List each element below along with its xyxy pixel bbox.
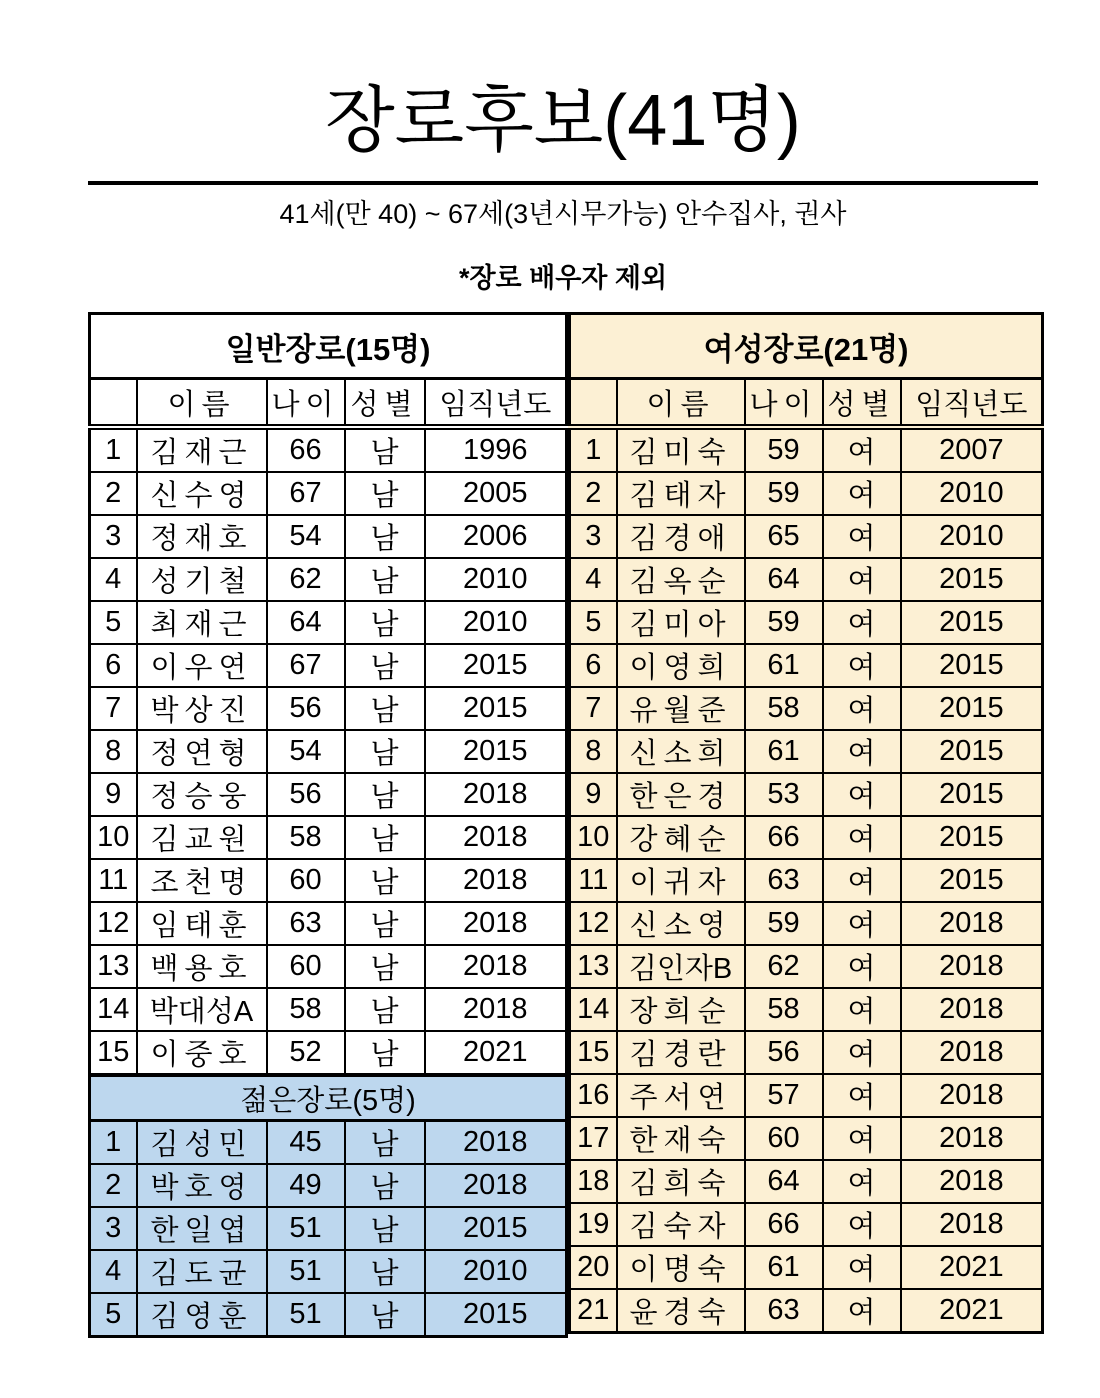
year-cell: 2015 bbox=[425, 687, 567, 730]
column-header-year: 임직년도 bbox=[425, 379, 567, 428]
name-cell: 신소희 bbox=[617, 730, 745, 773]
age-cell: 62 bbox=[745, 945, 823, 988]
year-cell: 2005 bbox=[425, 472, 567, 515]
row-number-cell: 5 bbox=[90, 601, 137, 644]
age-cell: 67 bbox=[267, 644, 345, 687]
year-cell: 2006 bbox=[425, 515, 567, 558]
tables-container bbox=[88, 312, 1044, 1338]
column-header-gender: 성별 bbox=[823, 379, 901, 428]
gender-cell: 여 bbox=[823, 902, 901, 945]
name-cell: 유월준 bbox=[617, 687, 745, 730]
name-cell: 신소영 bbox=[617, 902, 745, 945]
year-cell: 2018 bbox=[425, 816, 567, 859]
row-number-cell: 5 bbox=[570, 601, 617, 644]
year-cell: 1996 bbox=[425, 427, 567, 472]
age-cell: 57 bbox=[745, 1074, 823, 1117]
age-cell: 51 bbox=[267, 1250, 345, 1293]
title-divider-rule bbox=[88, 181, 1038, 185]
year-cell: 2015 bbox=[901, 644, 1043, 687]
age-cell: 59 bbox=[745, 472, 823, 515]
year-cell: 2015 bbox=[901, 816, 1043, 859]
gender-cell: 여 bbox=[823, 472, 901, 515]
name-cell: 윤경숙 bbox=[617, 1289, 745, 1333]
row-number-cell: 16 bbox=[570, 1074, 617, 1117]
eligibility-subtitle: 41세(만 40) ~ 67세(3년시무가능) 안수집사, 권사 bbox=[279, 199, 847, 229]
table-row bbox=[90, 1121, 567, 1165]
age-cell: 61 bbox=[745, 730, 823, 773]
gender-cell: 남 bbox=[345, 902, 425, 945]
name-cell: 박상진 bbox=[137, 687, 267, 730]
age-cell: 60 bbox=[267, 859, 345, 902]
name-cell: 김희숙 bbox=[617, 1160, 745, 1203]
name-cell: 김태자 bbox=[617, 472, 745, 515]
name-cell: 한은경 bbox=[617, 773, 745, 816]
age-cell: 63 bbox=[267, 902, 345, 945]
age-cell: 51 bbox=[267, 1293, 345, 1337]
gender-cell: 남 bbox=[345, 816, 425, 859]
year-cell: 2018 bbox=[425, 945, 567, 988]
age-cell: 56 bbox=[267, 773, 345, 816]
year-cell: 2018 bbox=[901, 1160, 1043, 1203]
age-cell: 62 bbox=[267, 558, 345, 601]
age-cell: 66 bbox=[267, 427, 345, 472]
row-number-cell: 11 bbox=[90, 859, 137, 902]
table-row bbox=[90, 945, 567, 988]
year-cell: 2021 bbox=[901, 1289, 1043, 1333]
year-cell: 2015 bbox=[425, 730, 567, 773]
table-row bbox=[90, 601, 567, 644]
row-number-cell: 15 bbox=[570, 1031, 617, 1074]
gender-cell: 여 bbox=[823, 945, 901, 988]
table-row bbox=[570, 988, 1043, 1031]
gender-cell: 남 bbox=[345, 515, 425, 558]
name-cell: 이영희 bbox=[617, 644, 745, 687]
age-cell: 61 bbox=[745, 644, 823, 687]
gender-cell: 여 bbox=[823, 601, 901, 644]
year-cell: 2010 bbox=[901, 472, 1043, 515]
gender-cell: 남 bbox=[345, 1164, 425, 1207]
table-row bbox=[570, 859, 1043, 902]
gender-cell: 남 bbox=[345, 859, 425, 902]
row-number-cell: 6 bbox=[570, 644, 617, 687]
year-cell: 2018 bbox=[901, 1117, 1043, 1160]
name-cell: 임태훈 bbox=[137, 902, 267, 945]
row-number-cell: 7 bbox=[570, 687, 617, 730]
year-cell: 2007 bbox=[901, 427, 1043, 472]
general-elders-table bbox=[88, 312, 568, 1338]
row-number-cell: 9 bbox=[90, 773, 137, 816]
year-cell: 2015 bbox=[901, 773, 1043, 816]
age-cell: 64 bbox=[745, 1160, 823, 1203]
name-cell: 이귀자 bbox=[617, 859, 745, 902]
table-row bbox=[90, 558, 567, 601]
gender-cell: 여 bbox=[823, 1074, 901, 1117]
table-row bbox=[90, 644, 567, 687]
female-elders-title: 여성장로(21명) bbox=[570, 314, 1043, 379]
row-number-cell: 4 bbox=[570, 558, 617, 601]
table-row bbox=[570, 945, 1043, 988]
row-number-cell: 15 bbox=[90, 1031, 137, 1075]
row-number-cell: 13 bbox=[570, 945, 617, 988]
gender-cell: 남 bbox=[345, 687, 425, 730]
year-cell: 2018 bbox=[901, 902, 1043, 945]
row-number-cell: 2 bbox=[570, 472, 617, 515]
female-rows bbox=[570, 427, 1043, 1333]
year-cell: 2010 bbox=[901, 515, 1043, 558]
table-row bbox=[570, 427, 1043, 472]
age-cell: 66 bbox=[745, 1203, 823, 1246]
gender-cell: 남 bbox=[345, 1293, 425, 1337]
table-row bbox=[570, 730, 1043, 773]
female-elders-table bbox=[568, 312, 1044, 1334]
column-header-age: 나이 bbox=[267, 379, 345, 428]
column-header-age: 나이 bbox=[745, 379, 823, 428]
row-number-cell: 14 bbox=[570, 988, 617, 1031]
row-number-cell: 7 bbox=[90, 687, 137, 730]
table-row bbox=[570, 773, 1043, 816]
name-cell: 이명숙 bbox=[617, 1246, 745, 1289]
age-cell: 59 bbox=[745, 427, 823, 472]
table-row bbox=[90, 816, 567, 859]
young-section-title-row bbox=[90, 1075, 567, 1121]
table-row bbox=[570, 1289, 1043, 1333]
name-cell: 정연형 bbox=[137, 730, 267, 773]
table-row bbox=[570, 515, 1043, 558]
name-cell: 김교원 bbox=[137, 816, 267, 859]
year-cell: 2018 bbox=[901, 988, 1043, 1031]
age-cell: 64 bbox=[745, 558, 823, 601]
year-cell: 2015 bbox=[425, 644, 567, 687]
row-number-cell: 1 bbox=[90, 1121, 137, 1165]
row-number-cell: 8 bbox=[90, 730, 137, 773]
age-cell: 52 bbox=[267, 1031, 345, 1075]
row-number-cell: 2 bbox=[90, 1164, 137, 1207]
row-number-cell: 3 bbox=[90, 1207, 137, 1250]
table-row bbox=[570, 1031, 1043, 1074]
table-row bbox=[570, 1203, 1043, 1246]
table-row bbox=[570, 816, 1043, 859]
year-cell: 2018 bbox=[425, 1121, 567, 1165]
gender-cell: 남 bbox=[345, 1207, 425, 1250]
name-cell: 한재숙 bbox=[617, 1117, 745, 1160]
gender-cell: 남 bbox=[345, 472, 425, 515]
table-row bbox=[90, 902, 567, 945]
name-cell: 김성민 bbox=[137, 1121, 267, 1165]
gender-cell: 남 bbox=[345, 1250, 425, 1293]
name-cell: 김경애 bbox=[617, 515, 745, 558]
age-cell: 53 bbox=[745, 773, 823, 816]
table-row bbox=[90, 472, 567, 515]
age-cell: 58 bbox=[267, 816, 345, 859]
year-cell: 2015 bbox=[901, 601, 1043, 644]
column-header-name: 이름 bbox=[617, 379, 745, 428]
page-title: 장로후보(41명) bbox=[325, 81, 801, 161]
age-cell: 65 bbox=[745, 515, 823, 558]
name-cell: 김경란 bbox=[617, 1031, 745, 1074]
year-cell: 2018 bbox=[901, 1203, 1043, 1246]
table-row bbox=[90, 988, 567, 1031]
gender-cell: 남 bbox=[345, 601, 425, 644]
row-number-cell: 12 bbox=[570, 902, 617, 945]
gender-cell: 남 bbox=[345, 988, 425, 1031]
name-cell: 강혜순 bbox=[617, 816, 745, 859]
row-number-cell: 6 bbox=[90, 644, 137, 687]
table-row bbox=[90, 1164, 567, 1207]
gender-cell: 여 bbox=[823, 558, 901, 601]
gender-cell: 여 bbox=[823, 988, 901, 1031]
name-cell: 최재근 bbox=[137, 601, 267, 644]
row-number-cell: 1 bbox=[90, 427, 137, 472]
year-cell: 2015 bbox=[901, 730, 1043, 773]
year-cell: 2021 bbox=[901, 1246, 1043, 1289]
row-number-cell: 5 bbox=[90, 1293, 137, 1337]
table-row bbox=[570, 1160, 1043, 1203]
name-cell: 이우연 bbox=[137, 644, 267, 687]
row-number-cell: 14 bbox=[90, 988, 137, 1031]
name-cell: 백용호 bbox=[137, 945, 267, 988]
section-title-row bbox=[570, 314, 1043, 379]
age-cell: 59 bbox=[745, 902, 823, 945]
age-cell: 60 bbox=[745, 1117, 823, 1160]
gender-cell: 남 bbox=[345, 427, 425, 472]
name-cell: 이중호 bbox=[137, 1031, 267, 1075]
year-cell: 2015 bbox=[425, 1207, 567, 1250]
gender-cell: 남 bbox=[345, 1121, 425, 1165]
gender-cell: 남 bbox=[345, 730, 425, 773]
section-title-row bbox=[90, 314, 567, 379]
row-number-cell: 4 bbox=[90, 558, 137, 601]
age-cell: 63 bbox=[745, 859, 823, 902]
column-header-gender: 성별 bbox=[345, 379, 425, 428]
age-cell: 60 bbox=[267, 945, 345, 988]
row-number-cell: 3 bbox=[90, 515, 137, 558]
table-row bbox=[570, 644, 1043, 687]
name-cell: 주서연 bbox=[617, 1074, 745, 1117]
name-cell: 박호영 bbox=[137, 1164, 267, 1207]
year-cell: 2018 bbox=[425, 773, 567, 816]
age-cell: 61 bbox=[745, 1246, 823, 1289]
row-number-cell: 9 bbox=[570, 773, 617, 816]
row-number-cell: 10 bbox=[570, 816, 617, 859]
age-cell: 45 bbox=[267, 1121, 345, 1165]
table-row bbox=[90, 1293, 567, 1337]
table-row bbox=[90, 1250, 567, 1293]
age-cell: 56 bbox=[267, 687, 345, 730]
year-cell: 2010 bbox=[425, 558, 567, 601]
gender-cell: 여 bbox=[823, 773, 901, 816]
row-number-cell: 21 bbox=[570, 1289, 617, 1333]
row-number-cell: 3 bbox=[570, 515, 617, 558]
name-cell: 장희순 bbox=[617, 988, 745, 1031]
column-header-year: 임직년도 bbox=[901, 379, 1043, 428]
table-row bbox=[90, 773, 567, 816]
name-cell: 정재호 bbox=[137, 515, 267, 558]
young-elders-title: 젊은장로(5명) bbox=[90, 1075, 567, 1121]
row-number-cell: 1 bbox=[570, 427, 617, 472]
name-cell: 박대성A bbox=[137, 988, 267, 1031]
general-elders-title: 일반장로(15명) bbox=[90, 314, 567, 379]
row-number-cell: 19 bbox=[570, 1203, 617, 1246]
gender-cell: 여 bbox=[823, 644, 901, 687]
row-number-cell: 12 bbox=[90, 902, 137, 945]
gender-cell: 여 bbox=[823, 859, 901, 902]
row-number-cell: 17 bbox=[570, 1117, 617, 1160]
age-cell: 56 bbox=[745, 1031, 823, 1074]
corner-cell bbox=[570, 379, 617, 428]
exclusion-note: *장로 배우자 제외 bbox=[458, 263, 668, 293]
year-cell: 2018 bbox=[425, 988, 567, 1031]
year-cell: 2018 bbox=[901, 1074, 1043, 1117]
year-cell: 2010 bbox=[425, 601, 567, 644]
general-rows bbox=[90, 427, 567, 1075]
gender-cell: 여 bbox=[823, 1203, 901, 1246]
table-row bbox=[570, 601, 1043, 644]
table-row bbox=[90, 1207, 567, 1250]
age-cell: 51 bbox=[267, 1207, 345, 1250]
gender-cell: 여 bbox=[823, 1160, 901, 1203]
age-cell: 58 bbox=[267, 988, 345, 1031]
gender-cell: 여 bbox=[823, 515, 901, 558]
gender-cell: 남 bbox=[345, 773, 425, 816]
age-cell: 54 bbox=[267, 730, 345, 773]
name-cell: 김재근 bbox=[137, 427, 267, 472]
age-cell: 67 bbox=[267, 472, 345, 515]
name-cell: 김영훈 bbox=[137, 1293, 267, 1337]
table-row bbox=[90, 515, 567, 558]
year-cell: 2021 bbox=[425, 1031, 567, 1075]
table-row bbox=[90, 859, 567, 902]
gender-cell: 여 bbox=[823, 1246, 901, 1289]
corner-cell bbox=[90, 379, 137, 428]
table-row bbox=[570, 1246, 1043, 1289]
name-cell: 김옥순 bbox=[617, 558, 745, 601]
table-row bbox=[570, 558, 1043, 601]
age-cell: 66 bbox=[745, 816, 823, 859]
gender-cell: 남 bbox=[345, 558, 425, 601]
female-table-head bbox=[570, 314, 1043, 428]
table-row bbox=[570, 902, 1043, 945]
row-number-cell: 20 bbox=[570, 1246, 617, 1289]
row-number-cell: 10 bbox=[90, 816, 137, 859]
age-cell: 59 bbox=[745, 601, 823, 644]
table-row bbox=[570, 687, 1043, 730]
age-cell: 64 bbox=[267, 601, 345, 644]
general-table-head bbox=[90, 314, 567, 428]
gender-cell: 여 bbox=[823, 427, 901, 472]
year-cell: 2018 bbox=[425, 902, 567, 945]
name-cell: 김인자B bbox=[617, 945, 745, 988]
table-row bbox=[570, 1074, 1043, 1117]
age-cell: 58 bbox=[745, 988, 823, 1031]
year-cell: 2015 bbox=[901, 687, 1043, 730]
year-cell: 2015 bbox=[901, 859, 1043, 902]
row-number-cell: 11 bbox=[570, 859, 617, 902]
name-cell: 김미숙 bbox=[617, 427, 745, 472]
row-number-cell: 18 bbox=[570, 1160, 617, 1203]
row-number-cell: 2 bbox=[90, 472, 137, 515]
year-cell: 2015 bbox=[901, 558, 1043, 601]
row-number-cell: 13 bbox=[90, 945, 137, 988]
year-cell: 2010 bbox=[425, 1250, 567, 1293]
gender-cell: 남 bbox=[345, 1031, 425, 1075]
age-cell: 49 bbox=[267, 1164, 345, 1207]
age-cell: 58 bbox=[745, 687, 823, 730]
row-number-cell: 8 bbox=[570, 730, 617, 773]
gender-cell: 여 bbox=[823, 1117, 901, 1160]
year-cell: 2015 bbox=[425, 1293, 567, 1337]
row-number-cell: 4 bbox=[90, 1250, 137, 1293]
name-cell: 조천명 bbox=[137, 859, 267, 902]
name-cell: 김숙자 bbox=[617, 1203, 745, 1246]
gender-cell: 남 bbox=[345, 945, 425, 988]
gender-cell: 여 bbox=[823, 1031, 901, 1074]
year-cell: 2018 bbox=[425, 859, 567, 902]
name-cell: 성기철 bbox=[137, 558, 267, 601]
name-cell: 신수영 bbox=[137, 472, 267, 515]
column-header-row bbox=[570, 379, 1043, 428]
gender-cell: 여 bbox=[823, 816, 901, 859]
table-row bbox=[570, 472, 1043, 515]
table-row bbox=[90, 427, 567, 472]
year-cell: 2018 bbox=[901, 1031, 1043, 1074]
age-cell: 63 bbox=[745, 1289, 823, 1333]
gender-cell: 남 bbox=[345, 644, 425, 687]
year-cell: 2018 bbox=[425, 1164, 567, 1207]
table-row bbox=[570, 1117, 1043, 1160]
gender-cell: 여 bbox=[823, 1289, 901, 1333]
name-cell: 김미아 bbox=[617, 601, 745, 644]
table-row bbox=[90, 1031, 567, 1075]
gender-cell: 여 bbox=[823, 687, 901, 730]
column-header-row bbox=[90, 379, 567, 428]
young-rows bbox=[90, 1075, 567, 1337]
name-cell: 한일엽 bbox=[137, 1207, 267, 1250]
name-cell: 김도균 bbox=[137, 1250, 267, 1293]
column-header-name: 이름 bbox=[137, 379, 267, 428]
age-cell: 54 bbox=[267, 515, 345, 558]
year-cell: 2018 bbox=[901, 945, 1043, 988]
name-cell: 정승웅 bbox=[137, 773, 267, 816]
table-row bbox=[90, 687, 567, 730]
table-row bbox=[90, 730, 567, 773]
gender-cell: 여 bbox=[823, 730, 901, 773]
